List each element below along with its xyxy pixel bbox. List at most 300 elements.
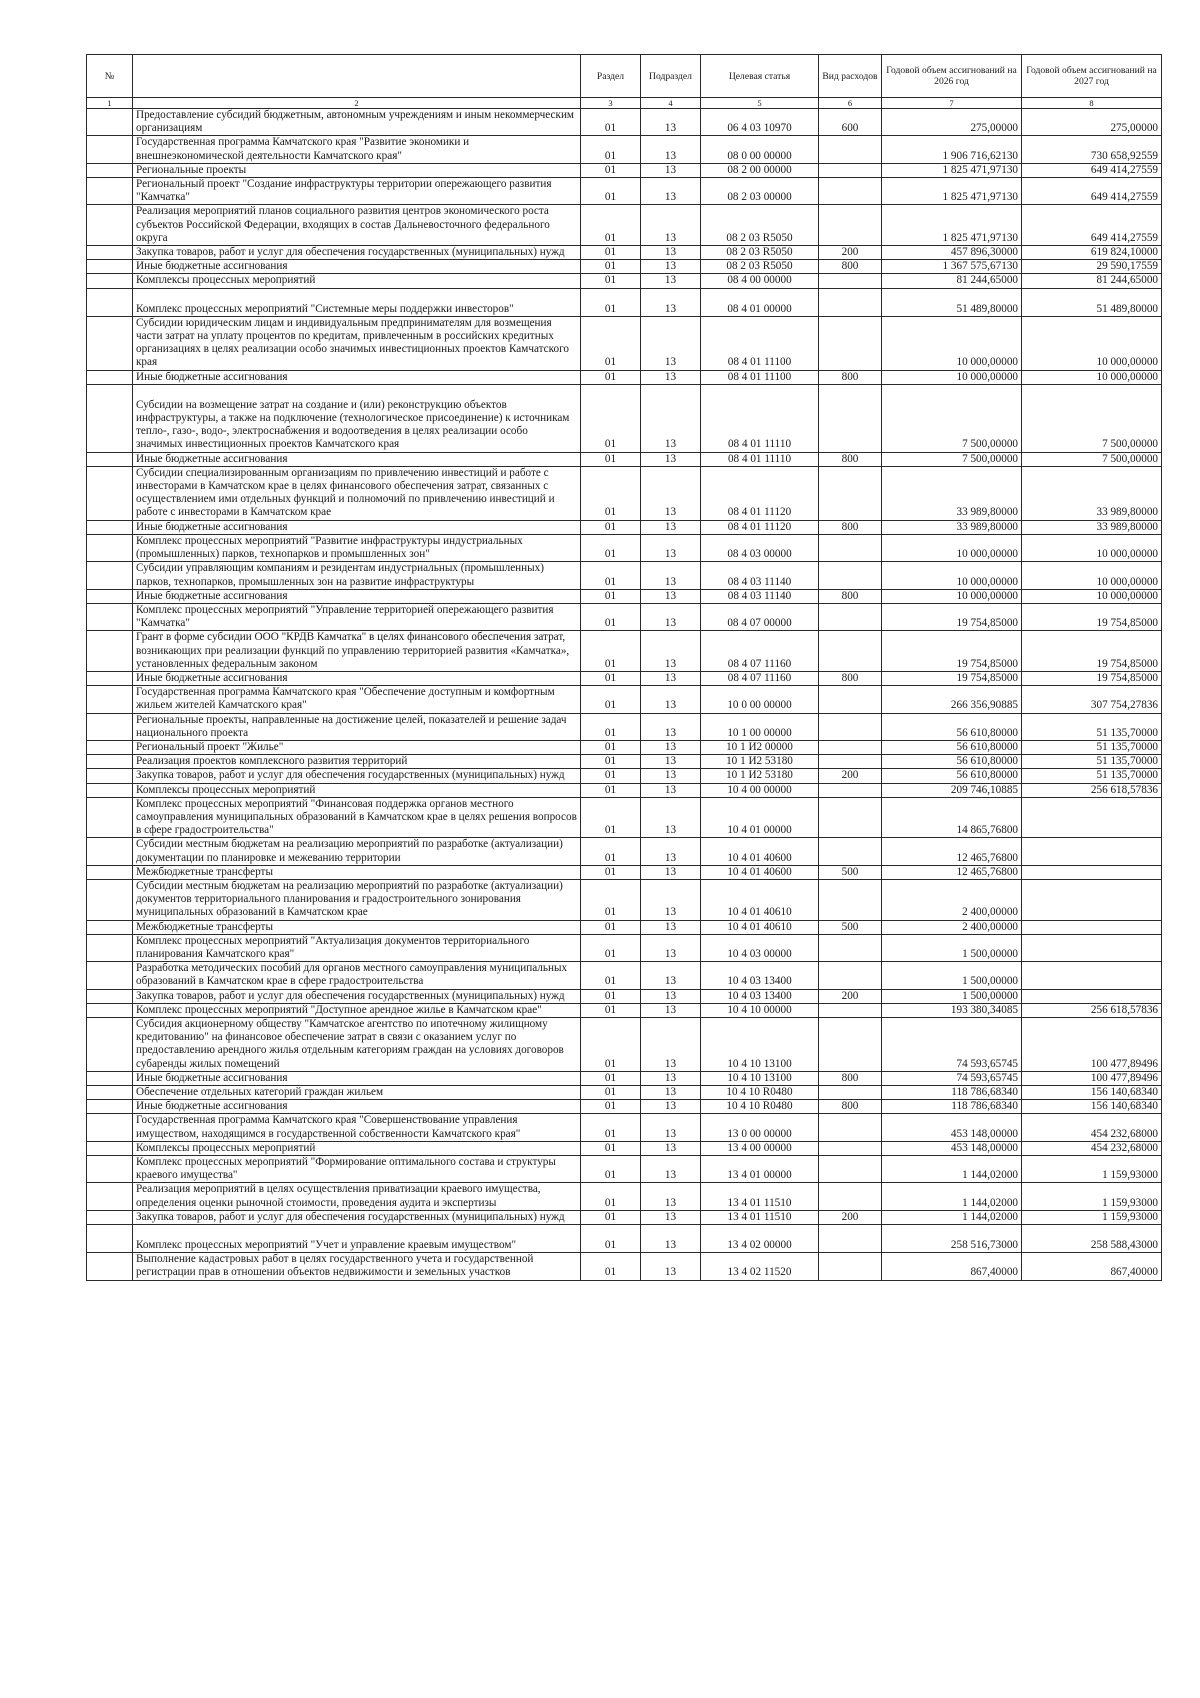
row-section: 01	[581, 838, 641, 865]
header-expense-type: Вид расходов	[819, 55, 882, 98]
row-name: Субсидии на возмещение затрат на создание и (или) реконструкцию объектов инфраструктуры, а также на подключение (технологическое присоединение) к источникам тепло-, газо-, водо-, электроснабжения и водоотведения в целях реализации особо значимых инвестиционных проектов Камчатского края	[133, 384, 581, 452]
row-amount-2026: 51 489,80000	[882, 288, 1022, 316]
row-target: 08 4 07 00000	[701, 603, 819, 630]
row-num-cell	[87, 1003, 133, 1017]
column-index: 3	[581, 98, 641, 109]
row-section: 01	[581, 1225, 641, 1253]
row-expense-type: 200	[819, 246, 882, 260]
row-name: Закупка товаров, работ и услуг для обеспечения государственных (муниципальных) нужд	[133, 246, 581, 260]
table-row	[87, 178, 1162, 205]
row-name: Иные бюджетные ассигнования	[133, 589, 581, 603]
table-row	[87, 797, 1162, 838]
table-row	[87, 603, 1162, 630]
row-amount-2026: 19 754,85000	[882, 603, 1022, 630]
row-amount-2026: 12 465,76800	[882, 865, 1022, 879]
row-expense-type	[819, 740, 882, 754]
row-num-cell	[87, 1183, 133, 1210]
row-section: 01	[581, 316, 641, 370]
table-row	[87, 1086, 1162, 1100]
row-amount-2027: 1 159,93000	[1022, 1183, 1162, 1210]
row-subsection: 13	[641, 1183, 701, 1210]
row-amount-2027: 156 140,68340	[1022, 1086, 1162, 1100]
row-target: 08 4 03 11140	[701, 589, 819, 603]
row-target: 08 4 07 11160	[701, 671, 819, 685]
table-row	[87, 671, 1162, 685]
header-year-2026: Годовой объем ассигнований на 2026 год	[882, 55, 1022, 98]
row-target: 08 2 00 00000	[701, 163, 819, 177]
row-section: 01	[581, 1210, 641, 1224]
row-expense-type	[819, 205, 882, 246]
row-name: Иные бюджетные ассигнования	[133, 1071, 581, 1085]
row-amount-2027	[1022, 797, 1162, 838]
row-section: 01	[581, 603, 641, 630]
row-expense-type: 800	[819, 370, 882, 384]
row-target: 08 0 00 00000	[701, 136, 819, 163]
row-expense-type	[819, 1141, 882, 1155]
row-target: 08 4 01 11110	[701, 452, 819, 466]
row-num-cell	[87, 1253, 133, 1280]
table-row	[87, 686, 1162, 713]
row-subsection: 13	[641, 1141, 701, 1155]
row-name: Комплексы процессных мероприятий	[133, 783, 581, 797]
row-section: 01	[581, 1114, 641, 1141]
row-amount-2026: 7 500,00000	[882, 452, 1022, 466]
row-amount-2026: 1 825 471,97130	[882, 163, 1022, 177]
row-amount-2027: 156 140,68340	[1022, 1100, 1162, 1114]
row-amount-2027: 256 618,57836	[1022, 1003, 1162, 1017]
row-amount-2027: 33 989,80000	[1022, 466, 1162, 520]
table-row	[87, 1210, 1162, 1224]
row-name: Обеспечение отдельных категорий граждан жильем	[133, 1086, 581, 1100]
row-name: Субсидии местным бюджетам на реализацию мероприятий по разработке (актуализации) документов территориального планирования и градостроительного зонирования муниципальных образований в Камчатском крае	[133, 879, 581, 920]
row-subsection: 13	[641, 1156, 701, 1183]
row-amount-2026: 74 593,65745	[882, 1018, 1022, 1072]
row-amount-2026: 56 610,80000	[882, 713, 1022, 740]
row-amount-2026: 81 244,65000	[882, 274, 1022, 288]
row-amount-2026: 10 000,00000	[882, 370, 1022, 384]
row-expense-type: 200	[819, 769, 882, 783]
row-expense-type	[819, 1183, 882, 1210]
row-section: 01	[581, 740, 641, 754]
table-row	[87, 534, 1162, 561]
row-num-cell	[87, 713, 133, 740]
row-amount-2026: 33 989,80000	[882, 520, 1022, 534]
row-amount-2026: 457 896,30000	[882, 246, 1022, 260]
row-subsection: 13	[641, 452, 701, 466]
row-amount-2026: 56 610,80000	[882, 740, 1022, 754]
row-section: 01	[581, 934, 641, 961]
row-subsection: 13	[641, 1253, 701, 1280]
row-name: Иные бюджетные ассигнования	[133, 370, 581, 384]
row-subsection: 13	[641, 879, 701, 920]
row-num-cell	[87, 1071, 133, 1085]
row-subsection: 13	[641, 384, 701, 452]
row-expense-type: 500	[819, 865, 882, 879]
row-name: Государственная программа Камчатского края "Обеспечение доступным и комфортным жильем жителей Камчатского края"	[133, 686, 581, 713]
row-amount-2027: 1 159,93000	[1022, 1156, 1162, 1183]
row-amount-2026: 1 906 716,62130	[882, 136, 1022, 163]
row-name: Комплекс процессных мероприятий "Развитие инфраструктуры индустриальных (промышленных) парков, технопарков и промышленных зон"	[133, 534, 581, 561]
table-row	[87, 920, 1162, 934]
row-num-cell	[87, 562, 133, 589]
row-expense-type	[819, 686, 882, 713]
row-subsection: 13	[641, 136, 701, 163]
row-target: 08 2 03 R5050	[701, 205, 819, 246]
row-target: 10 0 00 00000	[701, 686, 819, 713]
row-subsection: 13	[641, 1114, 701, 1141]
row-num-cell	[87, 534, 133, 561]
row-subsection: 13	[641, 1003, 701, 1017]
row-amount-2027: 100 477,89496	[1022, 1071, 1162, 1085]
row-amount-2027	[1022, 920, 1162, 934]
row-subsection: 13	[641, 686, 701, 713]
table-row	[87, 109, 1162, 136]
row-section: 01	[581, 1141, 641, 1155]
column-index: 2	[133, 98, 581, 109]
row-target: 10 1 И2 53180	[701, 769, 819, 783]
row-expense-type: 200	[819, 989, 882, 1003]
row-target: 08 4 07 11160	[701, 631, 819, 672]
row-amount-2026: 453 148,00000	[882, 1114, 1022, 1141]
row-amount-2027: 649 414,27559	[1022, 163, 1162, 177]
row-num-cell	[87, 934, 133, 961]
table-row	[87, 1183, 1162, 1210]
row-name: Иные бюджетные ассигнования	[133, 1100, 581, 1114]
row-name: Субсидии юридическим лицам и индивидуальным предпринимателям для возмещения части затрат на уплату процентов по кредитам, привлеченным в российских кредитных организациях в целях реализации особо значимых инвестиционных проектов Камчатского края	[133, 316, 581, 370]
row-name: Региональные проекты, направленные на достижение целей, показателей и решение задач национального проекта	[133, 713, 581, 740]
row-target: 08 4 01 11110	[701, 384, 819, 452]
row-amount-2027: 19 754,85000	[1022, 603, 1162, 630]
row-num-cell	[87, 384, 133, 452]
table-row	[87, 384, 1162, 452]
row-target: 10 4 10 R0480	[701, 1086, 819, 1100]
row-expense-type: 800	[819, 1071, 882, 1085]
row-num-cell	[87, 1018, 133, 1072]
row-expense-type	[819, 934, 882, 961]
column-index: 1	[87, 98, 133, 109]
row-section: 01	[581, 879, 641, 920]
row-amount-2027: 51 135,70000	[1022, 740, 1162, 754]
row-amount-2027	[1022, 989, 1162, 1003]
row-target: 10 4 03 00000	[701, 934, 819, 961]
row-num-cell	[87, 316, 133, 370]
row-section: 01	[581, 163, 641, 177]
row-amount-2027	[1022, 879, 1162, 920]
row-section: 01	[581, 1100, 641, 1114]
row-section: 01	[581, 1071, 641, 1085]
row-name: Иные бюджетные ассигнования	[133, 452, 581, 466]
row-num-cell	[87, 879, 133, 920]
row-target: 10 4 00 00000	[701, 783, 819, 797]
row-subsection: 13	[641, 865, 701, 879]
row-subsection: 13	[641, 205, 701, 246]
row-amount-2027: 649 414,27559	[1022, 205, 1162, 246]
row-amount-2027: 619 824,10000	[1022, 246, 1162, 260]
row-expense-type	[819, 879, 882, 920]
row-expense-type: 800	[819, 589, 882, 603]
row-amount-2026: 12 465,76800	[882, 838, 1022, 865]
row-amount-2026: 10 000,00000	[882, 562, 1022, 589]
row-num-cell	[87, 740, 133, 754]
row-expense-type	[819, 783, 882, 797]
row-subsection: 13	[641, 1018, 701, 1072]
row-target: 13 4 02 11520	[701, 1253, 819, 1280]
row-num-cell	[87, 603, 133, 630]
table-row	[87, 755, 1162, 769]
row-subsection: 13	[641, 962, 701, 989]
row-name: Предоставление субсидий бюджетным, автономным учреждениям и иным некоммерческим организациям	[133, 109, 581, 136]
table-row	[87, 713, 1162, 740]
row-amount-2027: 81 244,65000	[1022, 274, 1162, 288]
row-subsection: 13	[641, 163, 701, 177]
row-name: Комплекс процессных мероприятий "Доступное арендное жилье в Камчатском крае"	[133, 1003, 581, 1017]
row-num-cell	[87, 755, 133, 769]
table-row	[87, 589, 1162, 603]
table-row	[87, 1071, 1162, 1085]
row-section: 01	[581, 989, 641, 1003]
row-amount-2026: 7 500,00000	[882, 384, 1022, 452]
row-amount-2026: 10 000,00000	[882, 534, 1022, 561]
row-amount-2027	[1022, 838, 1162, 865]
row-num-cell	[87, 920, 133, 934]
row-num-cell	[87, 178, 133, 205]
row-num-cell	[87, 136, 133, 163]
row-amount-2026: 1 144,02000	[882, 1156, 1022, 1183]
table-row	[87, 1141, 1162, 1155]
row-amount-2026: 74 593,65745	[882, 1071, 1022, 1085]
row-section: 01	[581, 783, 641, 797]
row-target: 10 4 01 00000	[701, 797, 819, 838]
row-subsection: 13	[641, 178, 701, 205]
row-section: 01	[581, 520, 641, 534]
row-section: 01	[581, 205, 641, 246]
row-amount-2026: 193 380,34085	[882, 1003, 1022, 1017]
row-expense-type	[819, 797, 882, 838]
header-subsection: Подраздел	[641, 55, 701, 98]
row-target: 10 4 10 13100	[701, 1071, 819, 1085]
row-amount-2027: 454 232,68000	[1022, 1141, 1162, 1155]
row-target: 10 4 01 40610	[701, 879, 819, 920]
row-num-cell	[87, 246, 133, 260]
row-num-cell	[87, 589, 133, 603]
row-section: 01	[581, 769, 641, 783]
row-subsection: 13	[641, 589, 701, 603]
row-name: Реализация проектов комплексного развития территорий	[133, 755, 581, 769]
row-name: Иные бюджетные ассигнования	[133, 671, 581, 685]
row-subsection: 13	[641, 797, 701, 838]
row-num-cell	[87, 631, 133, 672]
row-num-cell	[87, 163, 133, 177]
row-name: Разработка методических пособий для органов местного самоуправления муниципальных образований в Камчатском крае в сфере градостроительства	[133, 962, 581, 989]
column-index: 7	[882, 98, 1022, 109]
row-subsection: 13	[641, 1225, 701, 1253]
table-row	[87, 934, 1162, 961]
row-name: Закупка товаров, работ и услуг для обеспечения государственных (муниципальных) нужд	[133, 989, 581, 1003]
row-section: 01	[581, 865, 641, 879]
column-index-row	[87, 98, 1162, 109]
row-amount-2027: 10 000,00000	[1022, 316, 1162, 370]
column-index: 5	[701, 98, 819, 109]
row-subsection: 13	[641, 316, 701, 370]
row-section: 01	[581, 260, 641, 274]
row-target: 06 4 03 10970	[701, 109, 819, 136]
row-target: 08 4 01 11100	[701, 370, 819, 384]
row-name: Реализация мероприятий планов социального развития центров экономического роста субъектов Российской Федерации, входящих в состав Дальневосточного федерального округа	[133, 205, 581, 246]
row-name: Межбюджетные трансферты	[133, 920, 581, 934]
row-num-cell	[87, 205, 133, 246]
row-amount-2026: 1 500,00000	[882, 934, 1022, 961]
row-expense-type: 800	[819, 452, 882, 466]
row-name: Региональные проекты	[133, 163, 581, 177]
row-amount-2027: 256 618,57836	[1022, 783, 1162, 797]
row-section: 01	[581, 1183, 641, 1210]
row-name: Субсидии управляющим компаниям и резидентам индустриальных (промышленных) парков, технопарков, промышленных зон на развитие инфраструктуры	[133, 562, 581, 589]
row-amount-2026: 118 786,68340	[882, 1100, 1022, 1114]
row-target: 08 4 03 11140	[701, 562, 819, 589]
row-amount-2026: 118 786,68340	[882, 1086, 1022, 1100]
row-target: 10 4 10 13100	[701, 1018, 819, 1072]
row-name: Иные бюджетные ассигнования	[133, 520, 581, 534]
row-expense-type	[819, 1086, 882, 1100]
row-section: 01	[581, 1156, 641, 1183]
row-amount-2027	[1022, 934, 1162, 961]
row-name: Комплекс процессных мероприятий "Учет и управление краевым имуществом"	[133, 1225, 581, 1253]
row-section: 01	[581, 713, 641, 740]
row-expense-type	[819, 178, 882, 205]
row-target: 08 4 01 11120	[701, 520, 819, 534]
row-amount-2027: 10 000,00000	[1022, 370, 1162, 384]
row-subsection: 13	[641, 562, 701, 589]
row-name: Комплексы процессных мероприятий	[133, 1141, 581, 1155]
header-name	[133, 55, 581, 98]
row-amount-2026: 453 148,00000	[882, 1141, 1022, 1155]
row-target: 08 4 03 00000	[701, 534, 819, 561]
row-section: 01	[581, 274, 641, 288]
table-row	[87, 989, 1162, 1003]
row-num-cell	[87, 1210, 133, 1224]
table-row	[87, 260, 1162, 274]
row-name: Государственная программа Камчатского края "Совершенствование управления имуществом, находящимся в государственной собственности Камчатского края"	[133, 1114, 581, 1141]
row-target: 13 4 01 11510	[701, 1183, 819, 1210]
row-target: 10 4 01 40610	[701, 920, 819, 934]
row-num-cell	[87, 769, 133, 783]
row-num-cell	[87, 797, 133, 838]
row-amount-2027: 7 500,00000	[1022, 452, 1162, 466]
row-expense-type	[819, 274, 882, 288]
table-row	[87, 1225, 1162, 1253]
row-target: 08 4 01 00000	[701, 288, 819, 316]
row-subsection: 13	[641, 934, 701, 961]
row-subsection: 13	[641, 520, 701, 534]
header-section: Раздел	[581, 55, 641, 98]
row-amount-2026: 1 500,00000	[882, 962, 1022, 989]
row-expense-type	[819, 163, 882, 177]
row-section: 01	[581, 1086, 641, 1100]
table-row	[87, 1003, 1162, 1017]
table-row	[87, 838, 1162, 865]
row-subsection: 13	[641, 534, 701, 561]
row-amount-2027: 730 658,92559	[1022, 136, 1162, 163]
row-name: Выполнение кадастровых работ в целях государственного учета и государственной регистрации прав в отношении объектов недвижимости и земельных участков	[133, 1253, 581, 1280]
row-expense-type: 800	[819, 1100, 882, 1114]
row-section: 01	[581, 136, 641, 163]
table-row	[87, 865, 1162, 879]
row-expense-type	[819, 384, 882, 452]
row-amount-2027: 10 000,00000	[1022, 534, 1162, 561]
row-target: 13 4 00 00000	[701, 1141, 819, 1155]
row-target: 10 4 10 00000	[701, 1003, 819, 1017]
table-row	[87, 769, 1162, 783]
table-row	[87, 962, 1162, 989]
row-expense-type	[819, 1018, 882, 1072]
row-amount-2026: 209 746,10885	[882, 783, 1022, 797]
table-row	[87, 879, 1162, 920]
table-row	[87, 205, 1162, 246]
row-num-cell	[87, 783, 133, 797]
row-section: 01	[581, 1253, 641, 1280]
row-amount-2026: 266 356,90885	[882, 686, 1022, 713]
row-amount-2026: 2 400,00000	[882, 879, 1022, 920]
row-num-cell	[87, 865, 133, 879]
row-subsection: 13	[641, 1086, 701, 1100]
row-num-cell	[87, 1100, 133, 1114]
table-row	[87, 740, 1162, 754]
row-amount-2026: 10 000,00000	[882, 589, 1022, 603]
row-target: 13 0 00 00000	[701, 1114, 819, 1141]
row-amount-2027: 51 135,70000	[1022, 769, 1162, 783]
row-target: 13 4 01 00000	[701, 1156, 819, 1183]
row-section: 01	[581, 288, 641, 316]
row-amount-2026: 258 516,73000	[882, 1225, 1022, 1253]
row-name: Комплексы процессных мероприятий	[133, 274, 581, 288]
row-section: 01	[581, 671, 641, 685]
row-subsection: 13	[641, 631, 701, 672]
row-section: 01	[581, 246, 641, 260]
row-target: 08 2 03 00000	[701, 178, 819, 205]
row-expense-type	[819, 1253, 882, 1280]
row-name: Комплекс процессных мероприятий "Финансовая поддержка органов местного самоуправления муниципальных образований в Камчатском крае в целях решения вопросов в сфере градостроительства"	[133, 797, 581, 838]
row-num-cell	[87, 989, 133, 1003]
row-subsection: 13	[641, 370, 701, 384]
row-expense-type: 200	[819, 1210, 882, 1224]
row-num-cell	[87, 452, 133, 466]
row-expense-type	[819, 136, 882, 163]
row-expense-type: 800	[819, 671, 882, 685]
row-amount-2027: 307 754,27836	[1022, 686, 1162, 713]
row-expense-type	[819, 562, 882, 589]
row-target: 10 1 И2 53180	[701, 755, 819, 769]
row-expense-type	[819, 1225, 882, 1253]
column-index: 6	[819, 98, 882, 109]
table-row	[87, 1100, 1162, 1114]
row-target: 10 4 01 40600	[701, 865, 819, 879]
row-amount-2026: 33 989,80000	[882, 466, 1022, 520]
table-row	[87, 246, 1162, 260]
row-expense-type	[819, 755, 882, 769]
row-target: 13 4 01 11510	[701, 1210, 819, 1224]
row-subsection: 13	[641, 1210, 701, 1224]
table-row	[87, 520, 1162, 534]
row-num-cell	[87, 370, 133, 384]
row-name: Региональный проект "Жилье"	[133, 740, 581, 754]
row-name: Комплекс процессных мероприятий "Актуализация документов территориального планирования Камчатского края"	[133, 934, 581, 961]
row-section: 01	[581, 109, 641, 136]
row-num-cell	[87, 1225, 133, 1253]
table-row	[87, 274, 1162, 288]
row-num-cell	[87, 671, 133, 685]
row-target: 10 4 10 R0480	[701, 1100, 819, 1114]
table-row	[87, 163, 1162, 177]
